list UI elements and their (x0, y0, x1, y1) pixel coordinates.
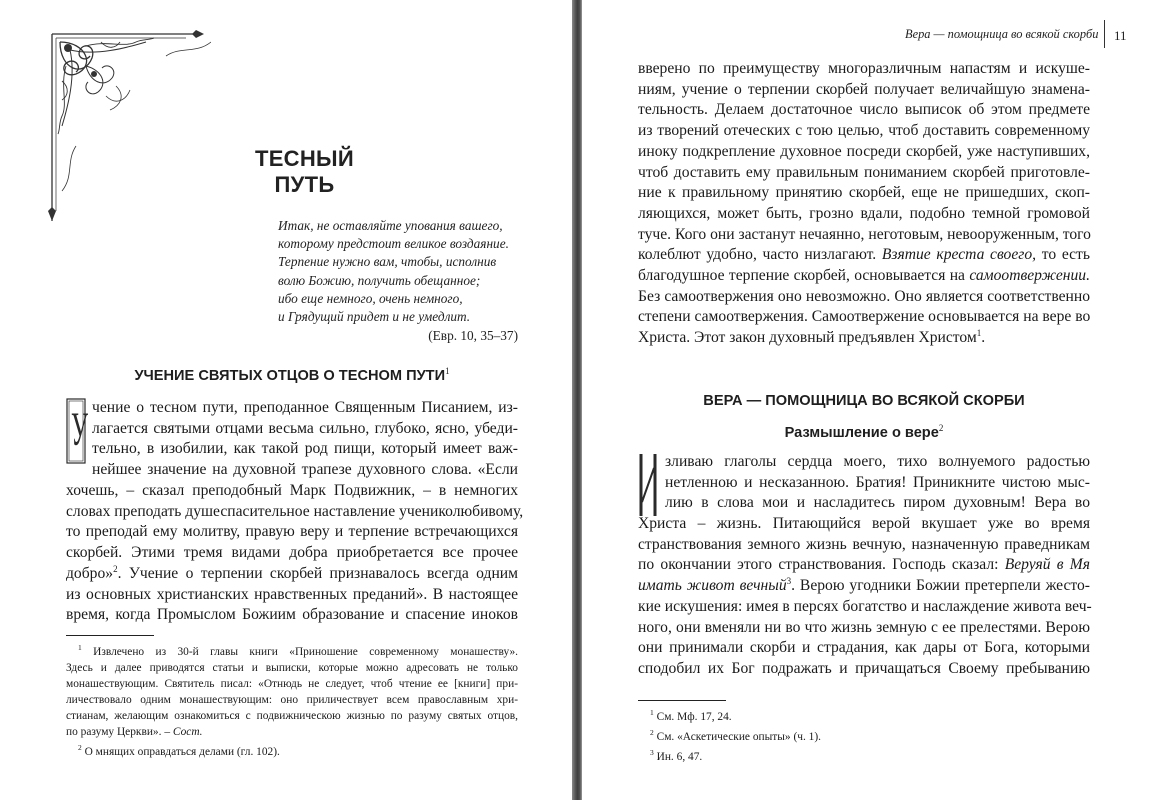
left-page (0, 0, 572, 800)
text-line: сподобил их Бог подражать и причащаться Своему пребыванию (638, 659, 1090, 677)
subheading (638, 425, 1090, 441)
text-fragment: Взятие креста своего, (881, 246, 1037, 264)
text-line: словах преподать душеспасительное наставление учениколюбивому, (66, 502, 524, 520)
footnote-line: личествовало одним монашествующим: оно приличествует всем православным хри- (66, 694, 518, 707)
text-fragment: колеблют удобно, часто низлагают. (638, 246, 877, 264)
section-heading (66, 368, 518, 384)
epigraph-line: ибо еще немного, очень немного, (278, 290, 463, 306)
footnote-text: См. «Аскетические опыты» (ч. 1). (656, 730, 822, 743)
footnote-text: О мнящих оправдаться делами (гл. 102). (84, 746, 280, 759)
chapter-title: ТЕСНЫЙ ПУТЬ (254, 146, 355, 197)
footnote-text: См. Мф. 17, 24. (656, 710, 732, 723)
footnote-line: стианам, желающим ознакомиться с подвижническою жизнью по разуму святых отцов, (66, 710, 518, 723)
text-line (638, 576, 1090, 597)
footnote-rule (66, 635, 154, 636)
text-line: тельно, в изобилии, как такой род пищи, который имеет важ- (92, 440, 518, 458)
text-line: иноку подкрепление духовное посреди скорбей, уже наступивших, (638, 142, 1090, 160)
drop-cap (66, 398, 86, 464)
footnote-number: 2 (650, 727, 654, 737)
running-head-divider (1104, 20, 1105, 48)
epigraph (278, 217, 523, 326)
footnote-ref: 1 (445, 366, 450, 377)
text-fragment: добро» (66, 564, 114, 582)
footnote-text: Ин. 6, 47. (656, 750, 703, 763)
epigraph-line: Терпение нужно вам, чтобы, исполнив (278, 254, 497, 270)
body-text (638, 514, 1090, 680)
footnote-author: Сост. (172, 726, 203, 739)
text-line: лагается святыми отцами весьма сильно, глубоко, ясно, убеди- (92, 419, 518, 437)
footnotes (638, 705, 1090, 765)
text-line: ного, они вменяли ни во что жизнь земную с ее прелестями. Верою (638, 618, 1090, 636)
text-line: ние к правильному принятию скорбей, еще не пришедших, скоп- (638, 184, 1090, 202)
text-line: зливаю глаголы сердца моего, тихо волнуемого радостью (665, 453, 1090, 470)
footnote-number: 1 (78, 643, 82, 652)
running-head: Вера — помощница во всякой скорби (905, 27, 1099, 41)
body-text (665, 452, 1090, 514)
text-line: Христа. Этот закон духовный предъявлен Христом$^1$. (638, 327, 986, 347)
body-text (638, 59, 1090, 349)
text-fragment: Христа. Этот закон духовный предъявлен Христом (638, 329, 977, 347)
book-spine (572, 0, 582, 800)
text-line: ниям, учение о терпении скорбей получает величайшую знамена- (638, 80, 1090, 98)
footnote-line (66, 640, 518, 660)
text-fragment: . Верою угодники Божии претерпели жесто- (791, 577, 1090, 595)
text-line: нейшее значение на духовной трапезе духовного слова. «Если (92, 461, 518, 479)
text-fragment: благодушное терпение скорбей, основывается на (638, 267, 965, 285)
text-line: вверено по преимуществу многоразличным напастям и искуше- (638, 60, 1090, 77)
epigraph-source: (Евр. 10, 35–37) (428, 328, 518, 343)
text-fragment: Учение о терпении скорбей признавалось всегда одним (128, 564, 518, 582)
text-line: Христа – жизнь. Питающийся верой вкушает уже во время (638, 515, 1090, 532)
footnote-number: 2 (78, 743, 82, 753)
section-heading (638, 393, 1090, 409)
text-line: из творений отеческих с тою целью, чтоб доставить современному (638, 122, 1090, 140)
footnote-line (638, 725, 1090, 745)
page-number: 11 (1114, 28, 1127, 43)
text-line: нетленною и несказанною. Братия! Приникните чистою мыс- (665, 473, 1090, 491)
text-fragment: Веруяй в Мя (1004, 556, 1090, 574)
text-line: кие искушения: имея в персях богатство и наслаждение живота веч- (638, 597, 1092, 615)
epigraph-line: которому предстоит великое воздаяние. (278, 236, 509, 252)
text-line (638, 266, 1090, 287)
text-fragment: самоотвержении. (969, 267, 1090, 285)
footnote-ref: 3 (786, 575, 792, 586)
text-line: странствования земного жизнь вечную, назначенную праведникам (638, 535, 1090, 553)
text-fragment: то есть (1041, 246, 1090, 264)
text-line: скорбей. Этими тремя видами добра приобретается все прочее (66, 544, 518, 562)
text-line: чение о тесном пути, преподанное Священным Писанием, из- (92, 399, 518, 416)
section-heading-text: ВЕРА — ПОМОЩНИЦА ВО ВСЯКОЙ СКОРБИ (703, 393, 1025, 409)
epigraph-line: и Грядущий придет и не умедлит. (278, 309, 471, 325)
footnote-line (638, 705, 1090, 725)
text-line: туче. Кого они застанут нечаянно, неготовым, невооруженным, того (638, 225, 1091, 243)
footnote-number: 1 (650, 708, 654, 717)
text-line: то преподай ему молитву, правую веру и терпение встречающихся (66, 523, 518, 541)
body-text (92, 398, 518, 481)
text-line (638, 555, 1090, 576)
footnote-line (66, 724, 518, 740)
text-line: они принимали скорби и страдания, как дары от Бога, которыми (638, 639, 1090, 657)
footnote-number: 3 (650, 747, 654, 757)
text-line: лию в слова мои и насладитесь пиром духовным! Вера во (665, 494, 1090, 512)
subheading-text: Размышление о вере (784, 425, 939, 441)
drop-cap-letter: У (71, 403, 88, 456)
footnote-rule (638, 700, 726, 701)
corner-ornament-icon (46, 26, 211, 226)
footnote-ref: 2 (113, 563, 118, 574)
footnote-ref: 1 (976, 327, 982, 338)
text-line: из основных христианских нравственных преданий». В настоящее (66, 585, 518, 603)
drop-cap (638, 452, 658, 518)
text-line: добро»$^2$. Учение о терпении скорбей признавалось всегда одним (66, 563, 518, 582)
text-line: чтоб доставить ему правильным пониманием скорбей приготовле- (638, 163, 1090, 181)
epigraph-line: Итак, не оставляйте упования вашего, (278, 218, 503, 233)
text-line: хочешь, – сказал преподобный Марк Подвижник, – в немногих (66, 482, 518, 499)
text-line: ляющихся, может быть, грозно вдали, подобно темной громовой (638, 204, 1090, 222)
body-text (66, 481, 524, 626)
text-fragment: имать живот вечный (638, 577, 787, 595)
footnote-text: по разуму Церкви». – (66, 726, 171, 739)
footnote-line (638, 745, 1090, 765)
epigraph-line: волю Божию, получить обещанное; (278, 272, 481, 288)
text-fragment: по окончании этого странствования. Господь сказал: (638, 556, 999, 574)
text-line: степени самоотвержения. Самоотвержение основывается на вере во (638, 308, 1091, 326)
text-line (638, 245, 1090, 266)
text-line: время, когда Промыслом Божиим образование и спасение иноков (66, 606, 518, 624)
footnote-line (66, 740, 518, 760)
footnote-line: Здесь и далее приводятся статьи и выписки, которые можно адресовать не только (66, 661, 518, 674)
footnote-line: монашествующим. Святитель писал: «Отнюдь не следует, чтоб чтение ее [книги] при- (66, 677, 518, 690)
footnotes (66, 640, 518, 760)
section-heading-text: УЧЕНИЕ СВЯТЫХ ОТЦОВ О ТЕСНОМ ПУТИ (134, 368, 446, 384)
footnote-ref: 2 (938, 423, 944, 434)
text-line: Без самоотвержения оно невозможно. Оно является соответственно (638, 287, 1090, 305)
text-line: тельность. Делаем достаточное число выписок об этом предмете (638, 101, 1090, 119)
footnote-text: Извлечено из 30-й главы книги «Приношение современному монашеству». (93, 645, 519, 658)
